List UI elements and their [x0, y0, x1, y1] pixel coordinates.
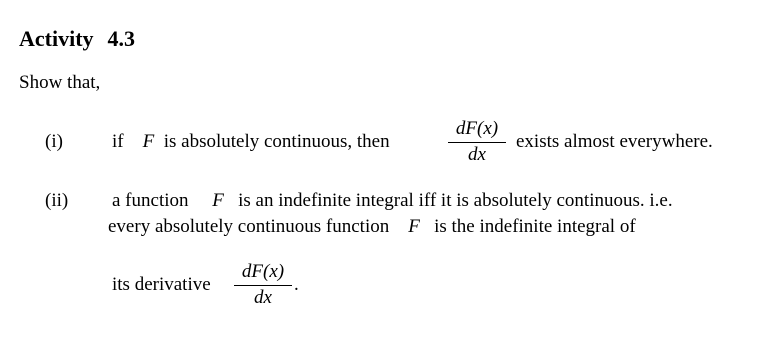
item-ii-line2-b: is the indefinite integral of [434, 216, 636, 237]
item-i-text-b: exists almost everywhere. [516, 131, 713, 152]
fraction-bar [448, 142, 506, 143]
activity-heading [19, 26, 135, 52]
item-ii-label: (ii) [45, 190, 69, 211]
intro-text: Show that, [19, 72, 101, 93]
item-i-line [112, 131, 390, 153]
item-i-text-a: is absolutely continuous, then [163, 131, 390, 152]
item-i-var: F [142, 131, 155, 152]
item-ii-period: . [294, 274, 299, 295]
item-ii-line1-a: a function [112, 190, 189, 211]
item-ii-var-1: F [212, 190, 224, 211]
item-ii-line-1 [112, 190, 673, 212]
fraction-numerator: dF(x) [241, 261, 285, 282]
fraction-denominator: dx [468, 144, 486, 165]
item-ii-var-2: F [408, 216, 420, 237]
item-ii-line1-b: is an indefinite integral iff it is absolutely continuous. i.e. [238, 190, 673, 211]
fraction-numerator: dF(x) [455, 118, 499, 139]
item-i-derivative-fraction [448, 118, 506, 166]
fraction-bar [234, 285, 292, 286]
activity-word: Activity [19, 26, 94, 51]
item-ii-line-2 [108, 216, 636, 238]
item-i-label: (i) [45, 131, 63, 152]
item-ii-derivative-fraction [234, 261, 292, 309]
item-i-if: if [112, 131, 124, 152]
activity-number: 4.3 [107, 26, 136, 51]
item-ii-line2-a: every absolutely continuous function [108, 216, 390, 237]
fraction-denominator: dx [254, 287, 272, 308]
item-ii-line3-a: its derivative [112, 274, 211, 295]
